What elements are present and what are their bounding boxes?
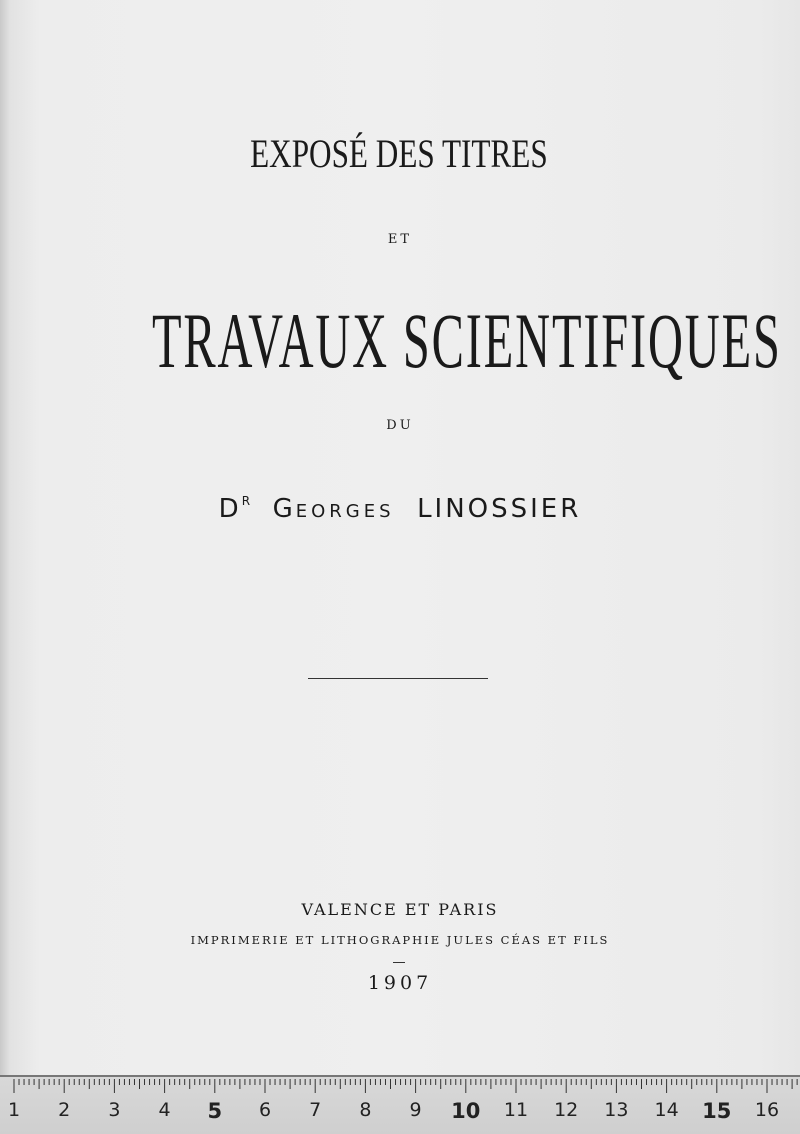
ruler-number: 1 — [7, 1099, 21, 1121]
author-last-name: LINOSSIER — [417, 494, 582, 524]
ruler-number: 7 — [309, 1099, 322, 1121]
ruler-number: 12 — [554, 1099, 579, 1121]
ruler-number: 2 — [58, 1099, 71, 1121]
ruler-number: 8 — [359, 1099, 372, 1121]
short-dash — [393, 962, 405, 963]
conjunction-du: DU — [386, 418, 414, 433]
author-prefix: D — [218, 494, 242, 524]
measuring-ruler — [0, 1075, 800, 1134]
imprint-city: VALENCE ET PARIS — [301, 900, 499, 919]
author-name — [0, 494, 800, 524]
ruler-number: 16 — [754, 1099, 780, 1121]
title-line-1: EXPOSÉ DES TITRES — [250, 131, 548, 176]
ruler-number: 4 — [158, 1099, 171, 1121]
ruler-number: 5 — [207, 1099, 223, 1123]
author-prefix-superscript: R — [241, 494, 251, 508]
author-first-name: GEORGES — [272, 494, 395, 524]
ruler-number: 11 — [503, 1099, 529, 1121]
imprint-year: 1907 — [367, 972, 433, 994]
horizontal-rule — [308, 678, 488, 679]
ruler-number: 6 — [258, 1099, 272, 1121]
ruler-number: 15 — [702, 1099, 732, 1123]
ruler-number: 9 — [409, 1099, 422, 1121]
conjunction-et: ET — [387, 232, 413, 247]
ruler-number: 10 — [451, 1099, 481, 1123]
title-line-2: TRAVAUX SCIENTIFIQUES — [152, 297, 782, 384]
ruler-number: 3 — [108, 1099, 121, 1121]
ruler-number: 14 — [654, 1099, 679, 1121]
ruler-number: 13 — [604, 1099, 629, 1121]
imprint-printer: IMPRIMERIE ET LITHOGRAPHIE JULES CÉAS ET FILS — [190, 933, 610, 947]
